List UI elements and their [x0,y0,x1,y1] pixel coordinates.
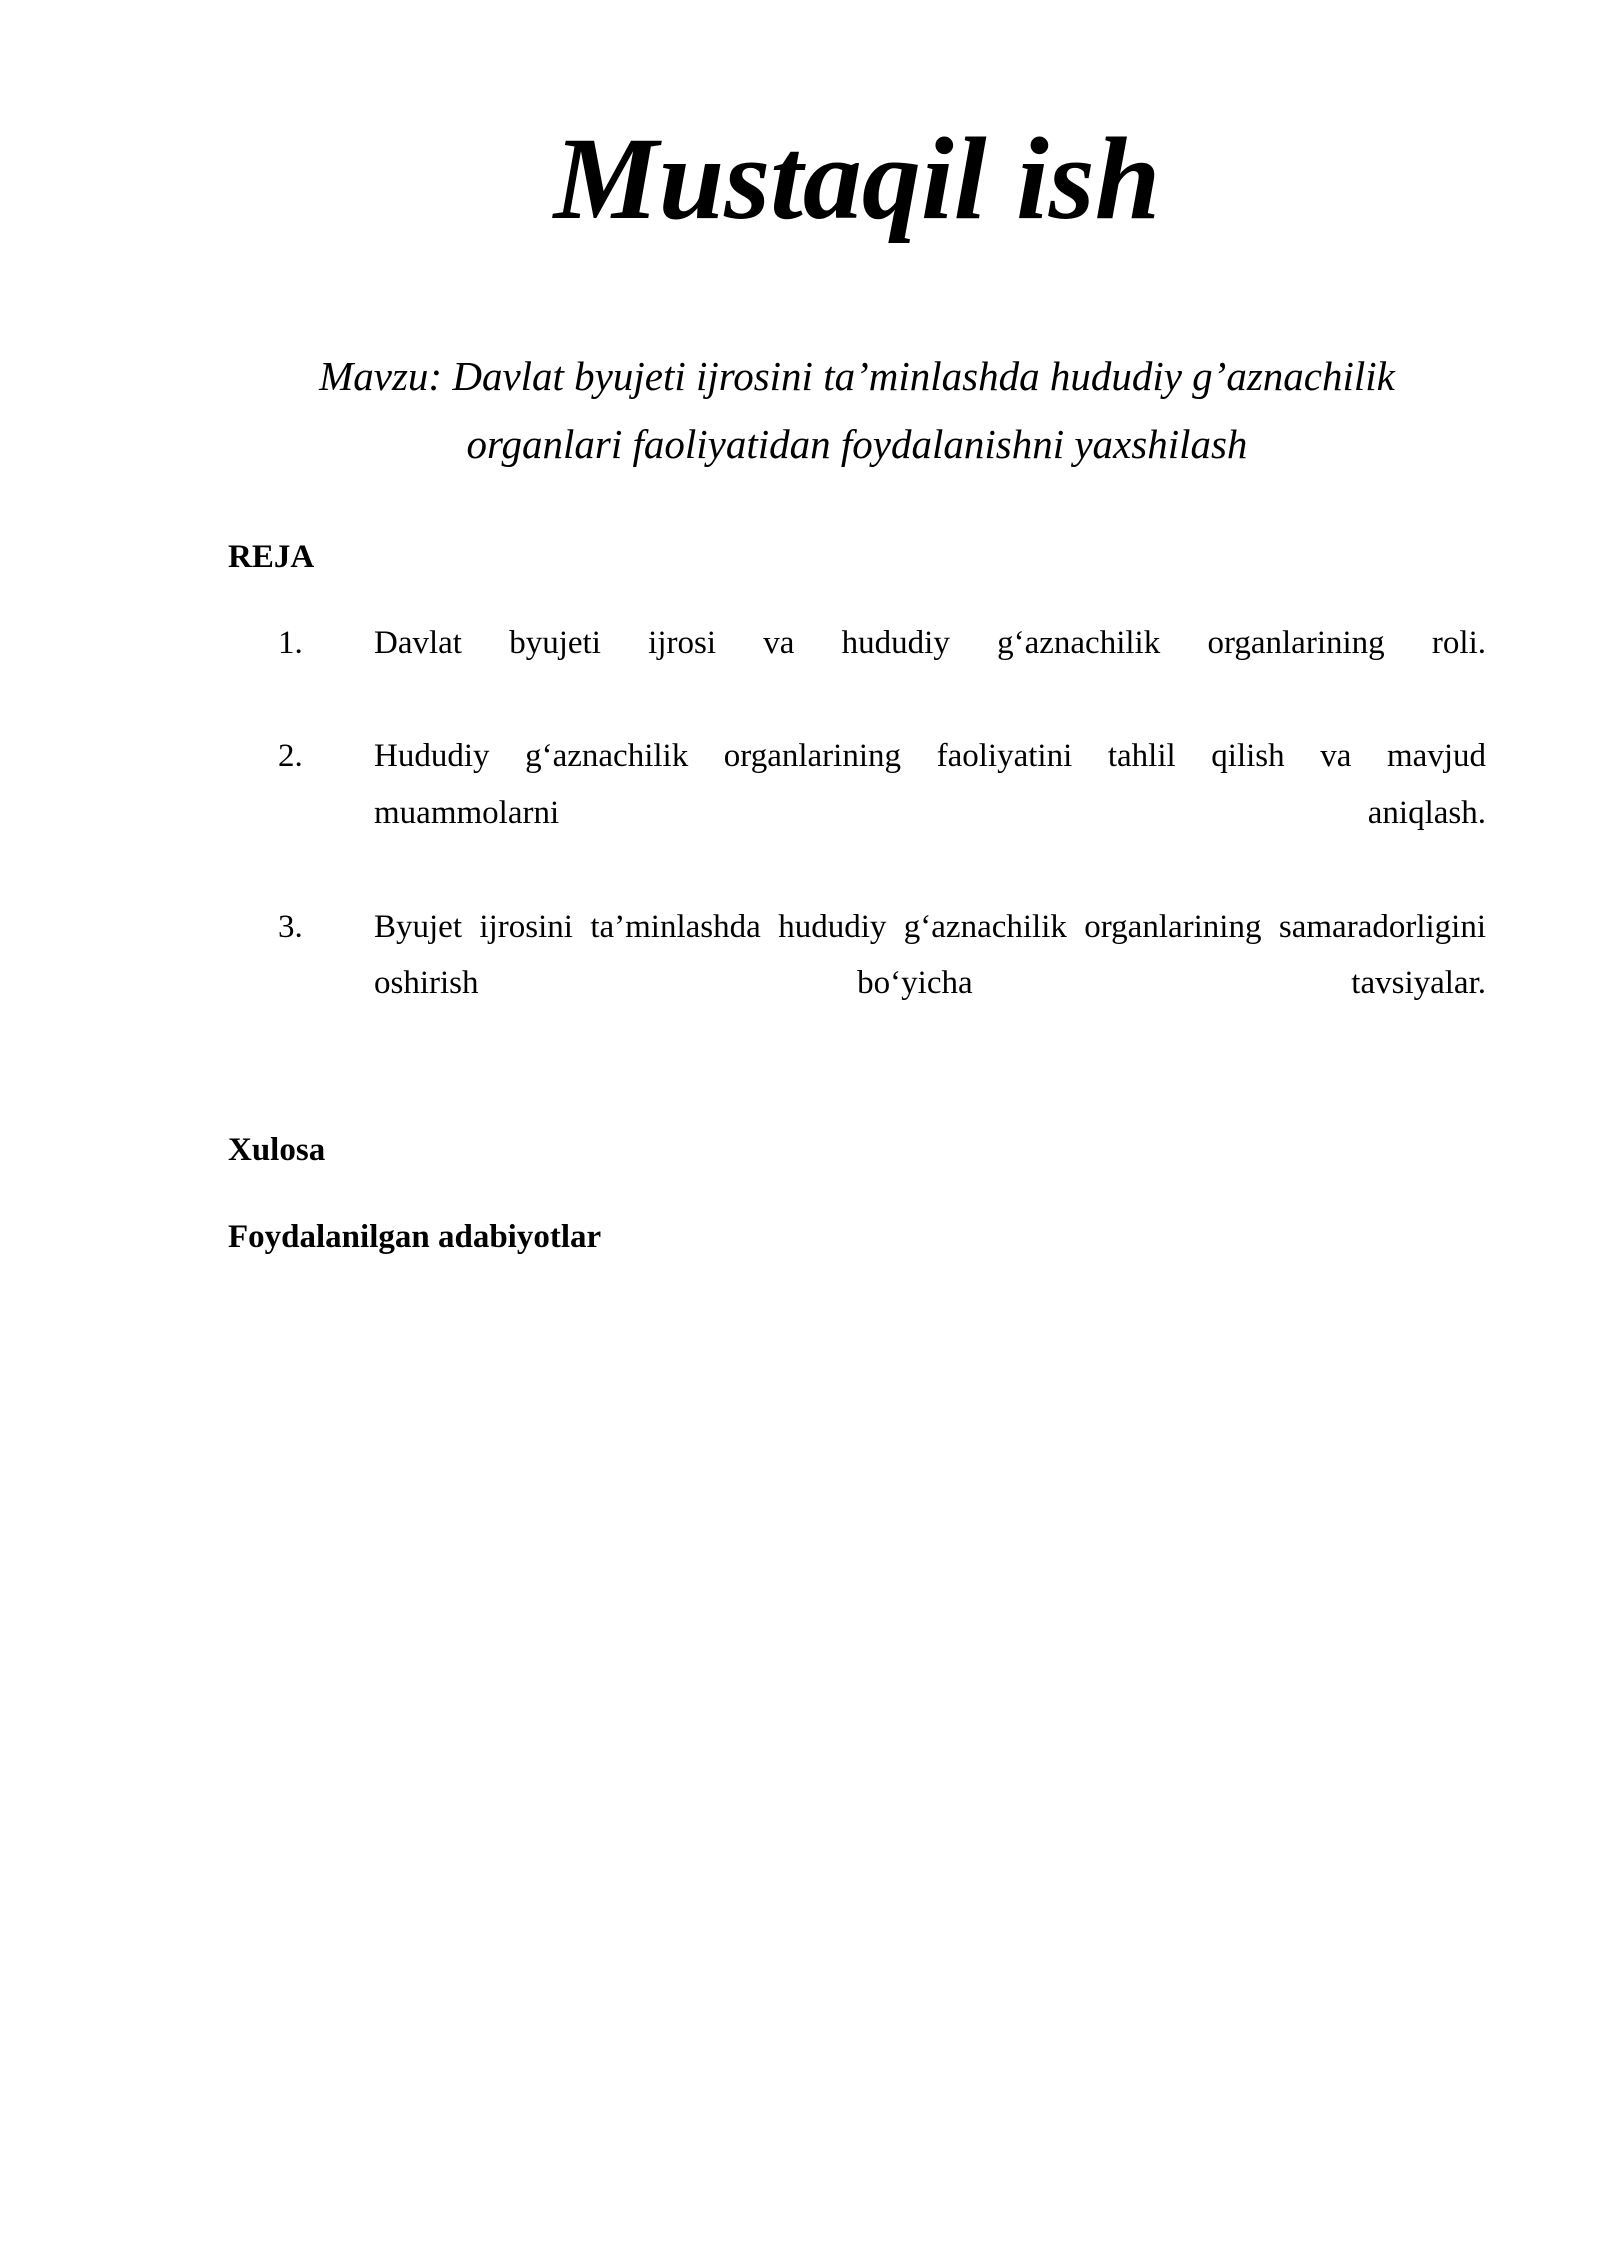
list-item-text: Byujet ijrosini ta’minlashda hududiy g‘aznachilik organlarining samaradorligini oshirish bo‘yicha tavsiyalar. [374,908,1486,1002]
list-item-marker: 3. [278,908,303,945]
page-title: Mustaqil ish [553,113,1161,244]
plan-heading: REJA [228,538,315,575]
document-subtitle: Mavzu: Davlat byujeti ijrosini ta’minlashda hududiy g’aznachilik organlari faoliyatidan foydalanishni yaxshilash [319,353,1395,468]
list-item [278,728,1486,898]
list-item [278,899,1486,1069]
references-heading: Foydalanilgan adabiyotlar [228,1218,602,1255]
plan-list [228,579,1486,1069]
list-item-marker: 1. [278,624,303,661]
conclusion-heading: Xulosa [228,1131,326,1168]
list-item-text: Hududiy g‘aznachilik organlarining faoliyatini tahlil qilish va mavjud muammolarni aniqlash. [374,738,1486,832]
list-item [278,615,1486,729]
list-item-marker: 2. [278,738,303,775]
document-content-column [228,0,1486,1259]
list-item-text: Davlat byujeti ijrosi va hududiy g‘aznachilik organlarining roli. [374,624,1486,661]
